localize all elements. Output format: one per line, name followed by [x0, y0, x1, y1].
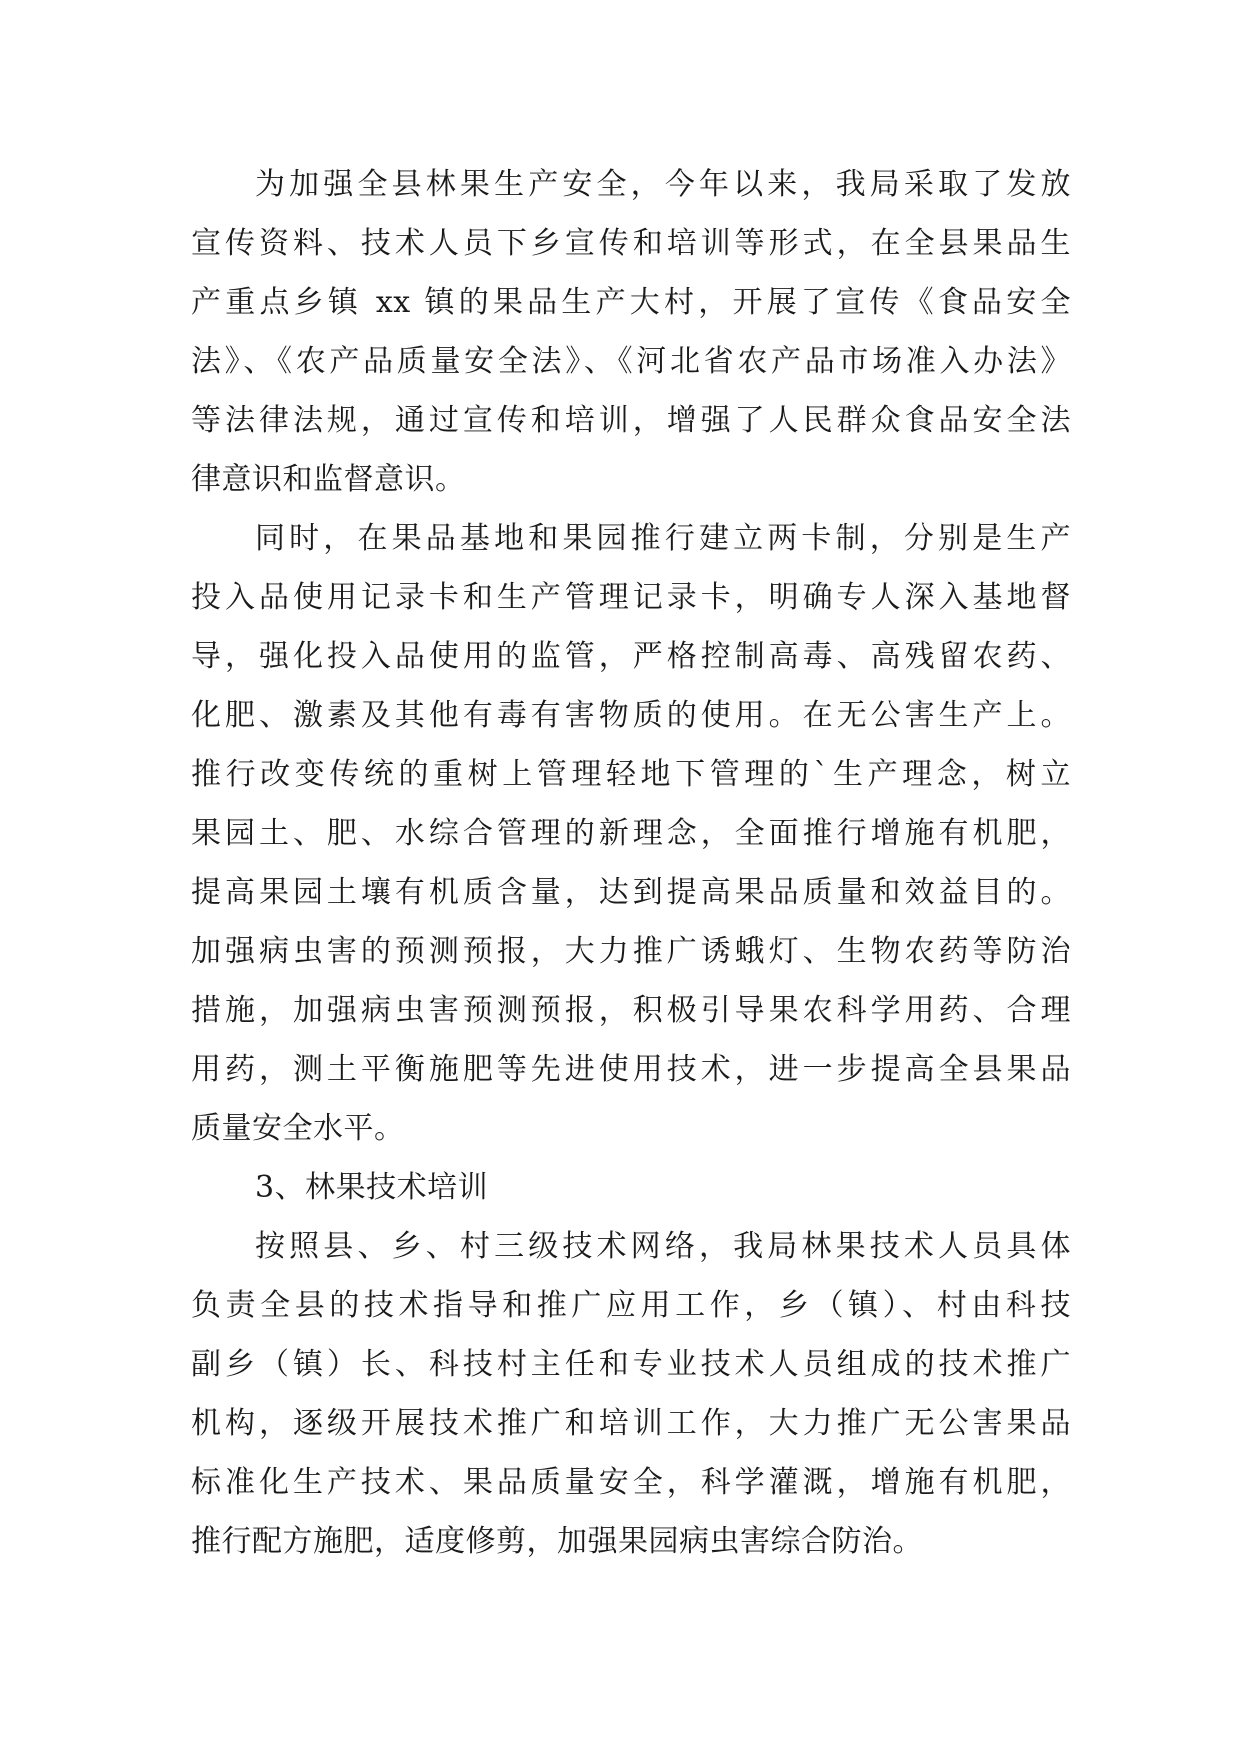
text-line: 推行配方施肥，适度修剪，加强果园病虫害综合防治。: [191, 1524, 923, 1559]
document-body: [191, 155, 1071, 1571]
text-line: 宣传资料、技术人员下乡宣传和培训等形式，在全县果品生: [191, 226, 1071, 261]
text-line: 加强病虫害的预测预报，大力推广诱蛾灯、生物农药等防治: [191, 934, 1071, 969]
text-line: 推行改变传统的重树上管理轻地下管理的`生产理念，树立: [191, 757, 1071, 792]
text-line: 用药，测土平衡施肥等先进使用技术，进一步提高全县果品: [191, 1052, 1071, 1087]
text-line: 提高果园土壤有机质含量，达到提高果品质量和效益目的。: [191, 875, 1071, 910]
text-line: 产重点乡镇 xx 镇的果品生产大村，开展了宣传《食品安全: [191, 285, 1071, 320]
paragraph: [191, 155, 1071, 509]
text-line: 同时，在果品基地和果园推行建立两卡制，分别是生产: [255, 521, 1071, 556]
heading-text: 3、林果技术培训: [255, 1170, 489, 1205]
text-line: 为加强全县林果生产安全，今年以来，我局采取了发放: [255, 167, 1071, 202]
text-line: 导，强化投入品使用的监管，严格控制高毒、高残留农药、: [191, 639, 1071, 674]
text-line: 法》、《农产品质量安全法》、《河北省农产品市场准入办法》: [191, 344, 1071, 379]
paragraph: [191, 509, 1071, 1158]
text-line: 等法律法规，通过宣传和培训，增强了人民群众食品安全法: [191, 403, 1071, 438]
text-line: 质量安全水平。: [191, 1111, 405, 1146]
text-line: 律意识和监督意识。: [191, 462, 466, 497]
text-line: 副乡（镇）长、科技村主任和专业技术人员组成的技术推广: [191, 1347, 1071, 1382]
text-line: 机构，逐级开展技术推广和培训工作，大力推广无公害果品: [191, 1406, 1071, 1441]
section-heading: [191, 1158, 1071, 1217]
text-line: 化肥、激素及其他有毒有害物质的使用。在无公害生产上。: [191, 698, 1071, 733]
text-line: 投入品使用记录卡和生产管理记录卡，明确专人深入基地督: [191, 580, 1071, 615]
paragraph: [191, 1217, 1071, 1571]
text-line: 果园土、肥、水综合管理的新理念，全面推行增施有机肥，: [191, 816, 1071, 851]
text-line: 标准化生产技术、果品质量安全，科学灌溉，增施有机肥，: [191, 1465, 1071, 1500]
text-line: 按照县、乡、村三级技术网络，我局林果技术人员具体: [255, 1229, 1071, 1264]
text-line: 负责全县的技术指导和推广应用工作，乡（镇）、村由科技: [191, 1288, 1071, 1323]
text-line: 措施，加强病虫害预测预报，积极引导果农科学用药、合理: [191, 993, 1071, 1028]
